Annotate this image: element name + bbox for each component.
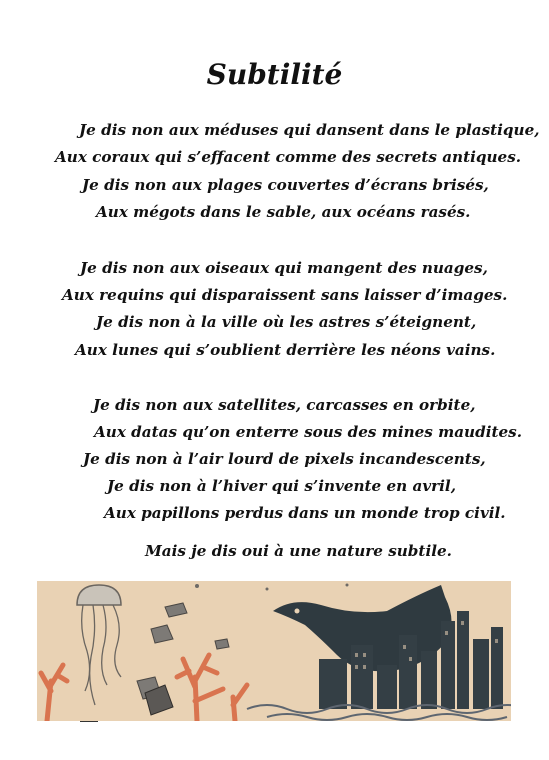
poem-line: Je dis non à l’air lourd de pixels incandescents,	[83, 450, 486, 468]
poem-line: Je dis non aux méduses qui dansent dans le plastique,	[79, 121, 540, 139]
poem-line: Aux coraux qui s’effacent comme des secrets antiques.	[55, 148, 522, 166]
poem-closing-line: Mais je dis oui à une nature subtile.	[145, 542, 452, 560]
ocean-city-illustration	[37, 581, 511, 721]
poem-line: Je dis non à la ville où les astres s’éteignent,	[96, 313, 477, 331]
poem-line: Je dis non aux oiseaux qui mangent des nuages,	[80, 259, 488, 277]
poem-line: Je dis non aux plages couvertes d’écrans brisés,	[82, 176, 489, 194]
poem-line: Je dis non aux satellites, carcasses en orbite,	[93, 396, 476, 414]
poem-line: Aux datas qu’on enterre sous des mines maudites.	[94, 423, 522, 441]
poem-line: Aux lunes qui s’oublient derrière les néons vains.	[75, 341, 496, 359]
cutoff-text-fragment	[80, 712, 400, 722]
poem-line: Aux papillons perdus dans un monde trop civil.	[104, 504, 506, 522]
poem-line: Aux mégots dans le sable, aux océans rasés.	[96, 203, 471, 221]
poem-title: Subtilité	[206, 58, 343, 91]
poem-line: Je dis non à l’hiver qui s’invente en avril,	[107, 477, 456, 495]
poem-line: Aux requins qui disparaissent sans laisser d’images.	[62, 286, 508, 304]
